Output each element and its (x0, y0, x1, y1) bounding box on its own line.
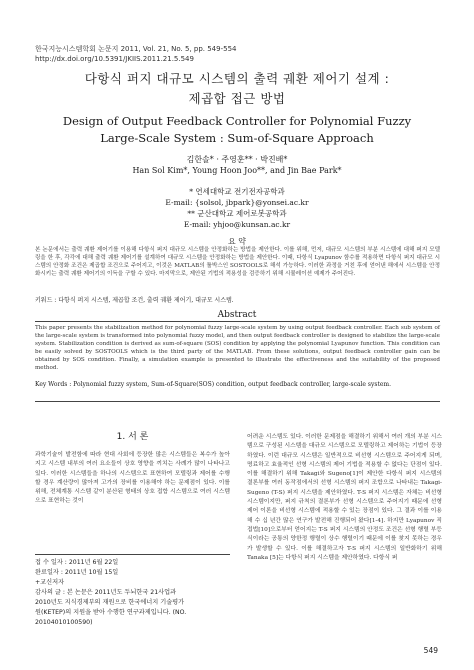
journal-header (35, 44, 236, 64)
english-abstract-heading: Abstract (217, 310, 257, 320)
authors-english: Han Sol Kim*, Young Hoon Joo**, and Jin Bae Park* (132, 166, 342, 175)
acknowledgement-line-3: 원(KETEP)의 지원을 받아 수행한 연구과제입니다. (NO. (35, 609, 187, 616)
left-column (35, 429, 230, 507)
journal-citation: 한국지능시스템학회 논문지 2011, Vol. 21, No. 5, pp. 549-554 (35, 45, 237, 53)
english-title-line-2: Large-Scale System : Sum-of-Square Approach (100, 131, 374, 145)
corresponding-author: +교신저자 (35, 579, 65, 586)
korean-abstract-heading: 요 약 (228, 237, 246, 246)
page-number: 549 (423, 646, 438, 655)
acknowledgement-line-4: 20104010100590) (35, 619, 93, 626)
introduction-text-right: 어려운 시스템도 있다. 이러한 문제점을 해결하기 위해서 여러 개의 부분 시스템으로 구성된 시스템을 대규모 시스템으로 모델링하고 제어하는 기법이 등장하였다. 이런 대규모 시스템은 일반적으로 비선형 시스템으로 주어지게 되며, 명료하고 효율적인 선형 시스템의 제어 기법을 적용할 수 없다는 단점이 있다. 이를 해결하기 위해 Takagi와 Sugeno[1]이 제안한 다항식 퍼지 시스템의 결론부를 여러 동작점에서의 선형 시스템의 퍼지 조합으로 나타내는 Takagi-Sugeno (T-S) 퍼지 시스템을 제안하였다. T-S 퍼지 시스템은 자체는 비선형 시스템이지만, 퍼지 규칙의 결론부가 선형 시스템으로 주어지기 때문에 선형 제어 이론을 비선형 시스템에 적용할 수 있는 장점이 있다. 그 결과 이를 이용해 수 십 년간 많은 연구가 발전해 진행되어 왔다[1-4]. 하지만 Lyapunov 직접법[10]으로부터 얻어지는 T-S 퍼지 시스템의 안정도 조건은 선형 행렬 부등식이라는 공통의 양한정 행렬이 상수 행렬이기 때문에 이를 찾지 못하는 경우가 발생할 수 있다. 이를 해결하고자 T-S 퍼지 시스템의 일반화하기 위해 Tanaka [5]는 다항식 퍼지 시스템을 제안하였다. 다항식 퍼 (247, 434, 442, 561)
abstract-bottom-rule (35, 401, 440, 402)
acknowledgement-line-2: 2010년도 지식경제부의 재원으로 한국에너지 기술평가 (35, 599, 185, 606)
revised-date: 완료일자 : 2011년 10월 15일 (35, 569, 119, 576)
korean-title-line-1: 다항식 퍼지 대규모 시스템의 출력 궤환 제어기 설계 : (84, 71, 390, 86)
introduction-heading: 1. 서 론 (116, 432, 149, 442)
right-column (247, 433, 442, 563)
acknowledgement-line-1: 감사의 글 : 본 논문은 2011년도 두뇌한국 21사업과 (35, 589, 177, 596)
authors-korean: 김한솔* · 주영훈** · 박진배* (186, 155, 288, 164)
affiliation-1: * 연세대학교 전기전자공학과 (189, 187, 285, 196)
footnote-block (35, 554, 230, 628)
introduction-text-left: 과학기술이 발전함에 따라 현대 사회에 등장한 많은 시스템들은 복수가 높아지고 시스템 내부의 여러 요소들이 상호 영향을 끼치는 사례가 많이 나타나고 있다. 이러한 시스템들을 하나의 시스템으로 표현하여 모델링과 제어를 수행할 경우 계산량이 많아져 고가의 장비를 이용해야 하는 문제점이 있다. 이를 위해, 전체계통 시스템 같이 분산된 형태의 상호 접합 시스템으로 여러 시스템으로 표현하는 것이 (35, 452, 230, 505)
affiliation-2-email: E-mail: yhjoo@kunsan.ac.kr (183, 220, 291, 229)
korean-abstract-text: 본 논문에서는 출력 궤환 제어기를 이용해 다항식 퍼지 대규모 시스템을 안정화하는 방법을 제안한다. 이를 위해, 먼저, 대규모 시스템의 부분 시스템에 대해 퍼지 모델링을 한 후, 각각에 대해 출력 궤환 제어기를 설계하여 대규모 시스템을 안정화하는 방법을 제안한다. 이때, 다항식 Lyapunov 함수를 적용하면 다항식 퍼지 대규모 시스템의 안정화 조건은 제곱합 조건으로 주어지고, 이것은 MATLAB의 툴박스인 SOSTOOLS로 해석 가능하다. 이러한 과정을 거친 후에 얻어낸 해에서 시스템을 안정화시키는 출력 궤환 제어기의 이득을 구할 수 있다. 마지막으로, 제안된 기법의 적용성을 검증하기 위해 시뮬레이션 예제가 주어진다. (35, 247, 440, 278)
english-keywords: Key Words : Polynomial fuzzy system, Sum-of-Square(SOS) condition, output feedback controller, large-scale system. (35, 381, 392, 388)
korean-keywords: 키워드 : 다항식 퍼지 시스템, 제곱합 조건, 출력 궤환 제어기, 대규모 시스템. (35, 297, 234, 304)
received-date: 접 수 일자 : 2011년 6월 22일 (35, 559, 119, 566)
affiliation-1-email: E-mail: {solsol, jbpark}@yonsei.ac.kr (165, 198, 309, 207)
korean-title-line-2: 제곱합 접근 방법 (188, 91, 286, 106)
affiliation-2: ** 군산대학교 제어로봇공학과 (187, 209, 287, 218)
english-abstract-text: This paper presents the stabilization method for polynomial fuzzy large-scale system by using output feedback controller. Each sub system of the large-scale system is transformed into polynomial fuzzy model, and then output feedback controller is designed to stabilize the large-scale system. Stabilization condition is derived as sum-of-square (SOS) condition by applying the polynomial Lyapunov function. This condition can be easily solved by SOSTOOLS which is the third party of the MATLAB. From these solutions, output feedback controller gain can be obtained by SOS condition. Finally, a simulation example is presented to illustrate the effectiveness and the suitability of the proposed method. (35, 325, 440, 372)
english-title-line-1: Design of Output Feedback Controller for Polynomial Fuzzy (62, 114, 412, 128)
journal-doi: http://dx.doi.org/10.5391/JKIIS.2011.21.5.549 (35, 55, 194, 63)
abstract-top-rule (35, 321, 440, 322)
